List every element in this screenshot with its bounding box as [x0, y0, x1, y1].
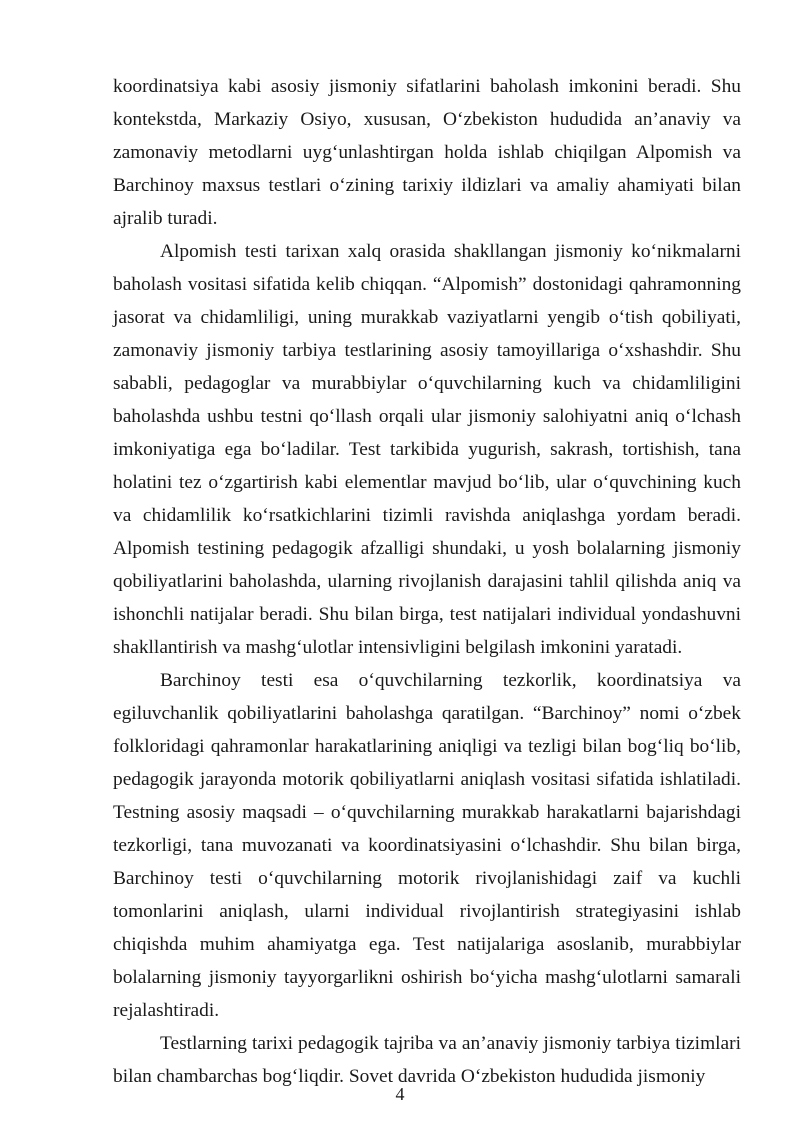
paragraph-continuation: koordinatsiya kabi asosiy jismoniy sifatlarini baholash imkonini beradi. Shu kontekstda, Markaziy Osiyo, xususan, O‘zbekiston hududida an’anaviy va zamonaviy metodlarni uyg‘unlashtirgan holda ishlab chiqilgan Alpomish va Barchinoy maxsus testlari o‘zining tarixiy ildizlari va amaliy ahamiyati bilan ajralib turadi. [113, 76, 741, 229]
page-number: 4 [395, 1084, 405, 1104]
paragraph-alpomish-test: Alpomish testi tarixan xalq orasida shakllangan jismoniy ko‘nikmalarni baholash vositasi sifatida kelib chiqqan. “Alpomish” dostonidagi qahramonning jasorat va chidamliligi, uning murakkab vaziyatlarni yengib o‘tish qobiliyati, zamonaviy jismoniy tarbiya testlarining asosiy tamoyillariga o‘xshashdir. Shu sababli, pedagoglar va murabbiylar o‘quvchilarning kuch va chidamliligini baholashda ushbu testni qo‘llash orqali ular jismoniy salohiyatni aniq o‘lchash imkoniyatiga ega bo‘ladilar. Test tarkibida yugurish, sakrash, tortishish, tana holatini tez o‘zgartirish kabi elementlar mavjud bo‘lib, ular o‘quvchining kuch va chidamlilik ko‘rsatkichlarini tizimli ravishda aniqlashga yordam beradi. Alpomish testining pedagogik afzalligi shundaki, u yosh bolalarning jismoniy qobiliyatlarini baholashda, ularning rivojlanish darajasini tahlil qilishda aniq va ishonchli natijalar beradi. Shu bilan birga, test natijalari individual yondashuvni shakllantirish va mashg‘ulotlar intensivligini belgilash imkonini yaratadi. [113, 241, 741, 658]
paragraph-barchinoy-test: Barchinoy testi esa o‘quvchilarning tezkorlik, koordinatsiya va egiluvchanlik qobiliyatlarini baholashga qaratilgan. “Barchinoy” nomi o‘zbek folkloridagi qahramonlar harakatlarining aniqligi va tezligi bilan bog‘liq bo‘lib, pedagogik jarayonda motorik qobiliyatlarni aniqlash vositasi sifatida ishlatiladi. Testning asosiy maqsadi – o‘quvchilarning murakkab harakatlarni bajarishdagi tezkorligi, tana muvozanati va koordinatsiyasini o‘lchashdir. Shu bilan birga, Barchinoy testi o‘quvchilarning motorik rivojlanishidagi zaif va kuchli tomonlarini aniqlash, ularni individual rivojlantirish strategiyasini ishlab chiqishda muhim ahamiyatga ega. Test natijalariga asoslanib, murabbiylar bolalarning jismoniy tayyorgarlikni oshirish bo‘yicha mashg‘ulotlarni samarali rejalashtiradi. [113, 670, 741, 1021]
page-body [113, 70, 741, 1093]
paragraph-tests-history: Testlarning tarixi pedagogik tajriba va an’anaviy jismoniy tarbiya tizimlari bilan chambarchas bog‘liqdir. Sovet davrida O‘zbekiston hududida jismoniy [113, 1033, 741, 1087]
